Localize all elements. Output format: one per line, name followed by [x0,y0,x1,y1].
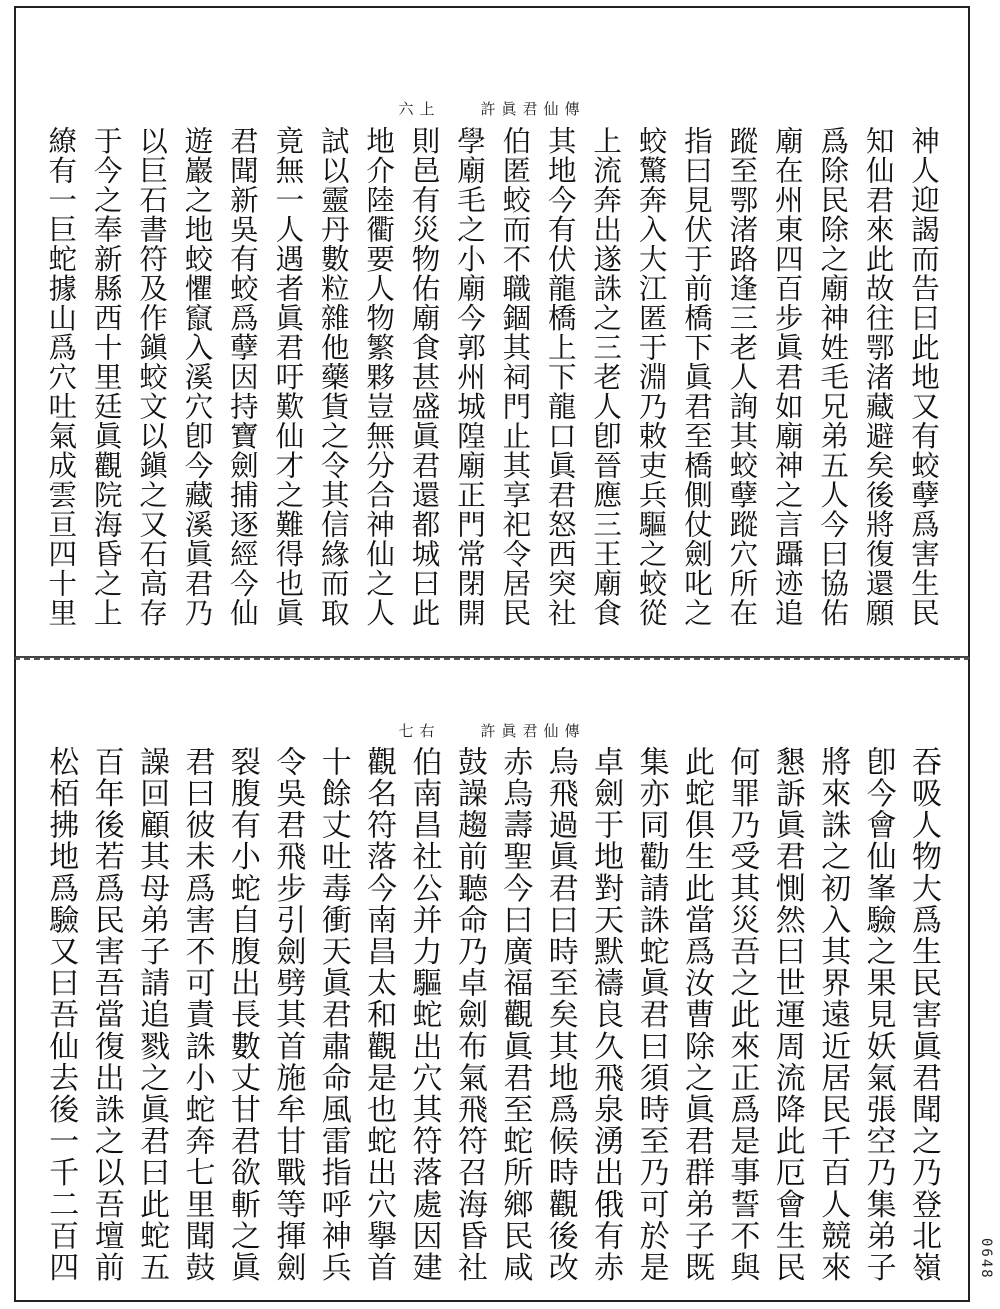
text-column: 伯匿蛟而不職錮其祠門止其享祀令居民 [498,126,532,628]
page-number: 0648 [978,1238,994,1280]
text-column: 地介陸衢要人物繁夥豈無分合神仙之人 [362,126,396,628]
text-column: 十餘丈吐毒衝天眞君肅命風雷指呼神兵 [315,746,351,1284]
text-column: 集亦同勸請誅蛇眞君曰須時至乃可於是 [633,746,669,1284]
text-column: 遊巖之地蛟懼竄入溪穴卽今藏溪眞君乃 [180,126,214,628]
text-column: 裂腹有小蛇自腹出長數丈甘君欲斬之眞 [224,746,260,1284]
text-column: 知仙君來此故往鄂渚藏避矣後將復還願 [861,126,895,628]
text-column: 神人迎謁而告曰此地又有蛟孽爲害生民 [907,126,940,628]
text-column: 將來誅之初入其界遠近居民千百人競來 [815,746,851,1284]
text-column: 懇訴眞君惻然曰世運周流降此厄會生民 [769,746,805,1284]
text-column: 繚有一巨蛇據山爲穴吐氣成雲亘四十里 [44,126,78,628]
upper-folio [14,6,970,658]
text-column: 蹤至鄂渚路逢三老人詢其蛟孽蹤穴所在 [725,126,759,628]
text-column: 烏飛過眞君曰時至矣其地爲候時觀後改 [542,746,578,1284]
text-columns [38,746,946,1286]
text-column: 以巨石書符及作鎭蛟文以鎭之又石高存 [135,126,169,628]
text-column: 此蛇俱生此當爲汝曹除之眞君群弟子既 [678,746,714,1284]
text-column: 廟在州東四百步眞君如廟神之言躡迹追 [770,126,804,628]
text-column: 君聞新吳有蛟爲孽因持寶劍捕逐經今仙 [225,126,259,628]
text-column: 竟無一人遇者眞君吁歎仙才之難得也眞 [271,126,305,628]
text-column: 其地今有伏龍橋上下龍口眞君怒西突社 [543,126,577,628]
text-column: 試以靈丹數粒雜他藥貨之令其信緣而取 [316,126,350,628]
header-title: 許眞君仙傳 [480,722,586,740]
header-page-marker: 六上 [398,100,441,118]
header-page-marker: 七右 [398,722,441,740]
text-column: 赤烏壽聖今曰廣福觀眞君至蛇所鄉民咸 [497,746,533,1284]
text-column: 觀名符落今南昌太和觀是也蛇出穴擧首 [361,746,397,1284]
text-column: 何罪乃受其災吾之此來正爲是事誓不與 [724,746,760,1284]
text-column: 上流奔出遂誅之三老人卽晉應三王廟食 [589,126,623,628]
text-column: 譟回顧其母弟子請追戮之眞君曰此蛇五 [134,746,170,1284]
text-columns [38,126,946,636]
text-column: 卽今會仙峯驗之果見妖氣張空乃集弟子 [860,746,896,1284]
folio-header [16,720,968,741]
text-column: 卓劍于地對天默禱良久飛泉湧出俄有赤 [588,746,624,1284]
text-column: 吞吸人物大爲生民害眞君聞之乃登北嶺 [906,746,941,1284]
text-column: 鼓譟趨前聽命乃卓劍布氣飛符召海昏社 [451,746,487,1284]
folio-header [16,98,968,119]
text-column: 百年後若爲民害吾當復出誅之以吾壇前 [88,746,124,1284]
text-column: 于今之奉新縣西十里廷眞觀院海昏之上 [89,126,123,628]
text-column: 松栢拂地爲驗又曰吾仙去後一千二百四 [43,746,79,1284]
text-column: 伯南昌社公并力驅蛇出穴其符落處因建 [406,746,442,1284]
lower-folio [14,658,970,1302]
text-column: 指曰見伏于前橋下眞君至橋側仗劍叱之 [679,126,713,628]
text-column: 君曰彼未爲害不可責誅小蛇奔七里聞鼓 [179,746,215,1284]
text-column: 則邑有災物佑廟食甚盛眞君還都城曰此 [407,126,441,628]
header-title: 許眞君仙傳 [480,100,586,118]
text-column: 令吳君飛步引劍劈其首施牟甘戰等揮劍 [270,746,306,1284]
text-column: 蛟驚奔入大江匿于淵乃敕吏兵驅之蛟從 [634,126,668,628]
text-column: 爲除民除之廟神姓毛兄弟五人今曰協佑 [816,126,850,628]
text-column: 學廟毛之小廟今郭州城隍廟正門常閉開 [452,126,486,628]
